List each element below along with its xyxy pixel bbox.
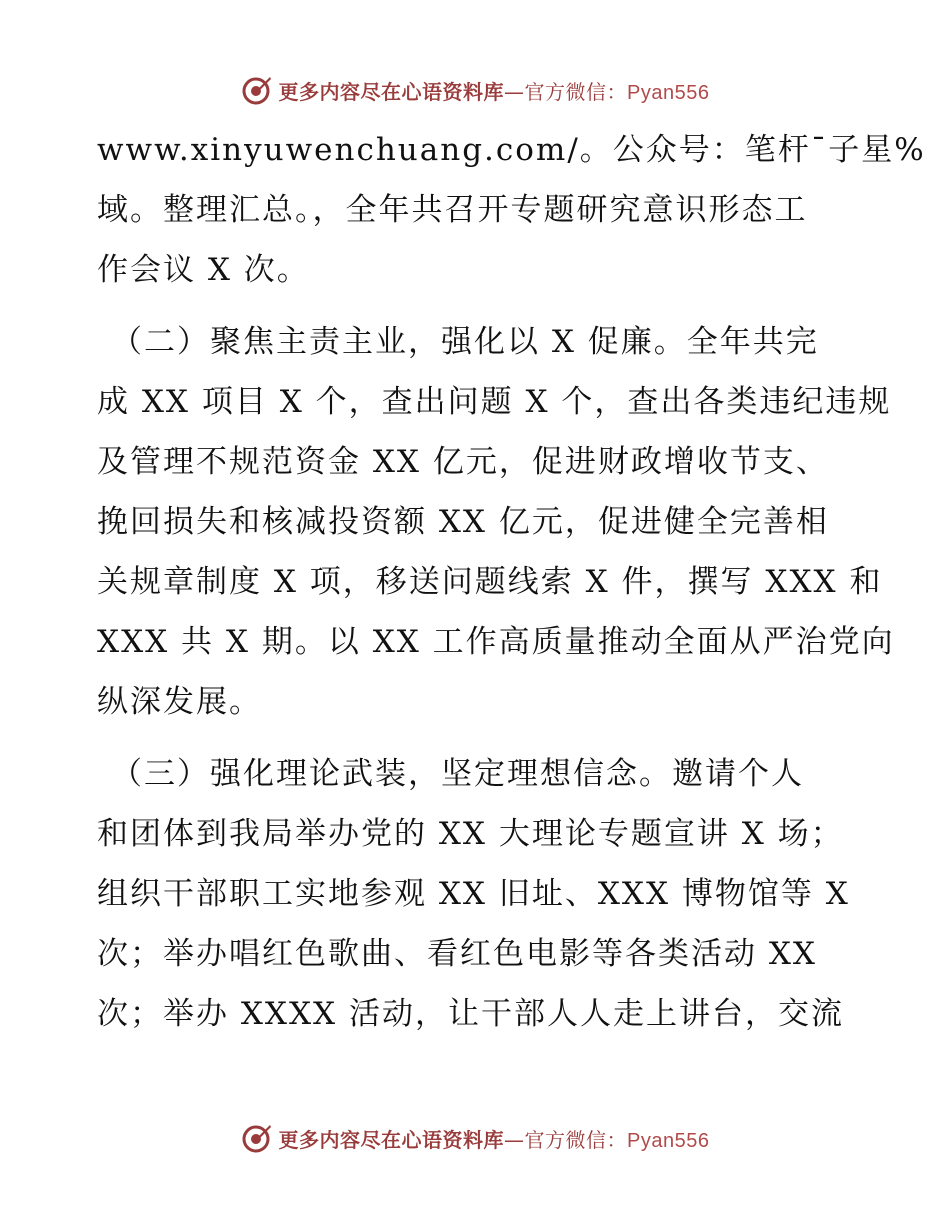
quill-logo-icon bbox=[241, 74, 273, 106]
header-text bbox=[279, 76, 710, 105]
paragraph-3 bbox=[97, 744, 867, 1044]
paragraph-line: 挽回损失和核减投资额 XX 亿元，促进健全完善相 bbox=[97, 504, 829, 540]
paragraph-line: 域。整理汇总。，全年共召开专题研究意识形态工 bbox=[97, 192, 808, 228]
paragraph-1 bbox=[97, 120, 926, 300]
footer-dash: — bbox=[504, 1127, 525, 1152]
paragraph-line: XXX 共 X 期。以 XX 工作高质量推动全面从严治党向 bbox=[97, 624, 895, 660]
footer-sub-text: 官方微信： bbox=[524, 1127, 628, 1152]
paragraph-line: 及管理不规范资金 XX 亿元，促进财政增收节支、 bbox=[97, 444, 829, 480]
paragraph-line: 成 XX 项目 X 个，查出问题 X 个，查出各类违纪违规 bbox=[97, 384, 892, 420]
header-sub-text: 官方微信： bbox=[524, 79, 628, 104]
paragraph-line: 纵深发展。 bbox=[97, 684, 262, 720]
paragraph-line: （三）强化理论武装，坚定理想信念。邀请个人 bbox=[111, 756, 804, 792]
paragraph-line: www.xinyuwenchuang.com/。公众号：笔杆¯子星% bbox=[97, 132, 926, 168]
header-banner bbox=[0, 70, 950, 110]
paragraph-line: 组织干部职工实地参观 XX 旧址、XXX 博物馆等 X bbox=[97, 876, 850, 912]
paragraph-line: 次；举办 XXXX 活动，让干部人人走上讲台，交流 bbox=[97, 996, 844, 1032]
paragraph-2 bbox=[97, 312, 895, 732]
paragraph-line: 作会议 X 次。 bbox=[97, 252, 310, 288]
footer-text bbox=[279, 1124, 710, 1153]
document-body bbox=[97, 120, 926, 1044]
paragraph-line: 和团体到我局举办党的 XX 大理论专题宣讲 X 场； bbox=[97, 816, 844, 852]
header-main-text: 更多内容尽在心语资料库 bbox=[278, 79, 505, 104]
paragraph-line: 次；举办唱红色歌曲、看红色电影等各类活动 XX bbox=[97, 936, 817, 972]
footer-banner bbox=[0, 1118, 950, 1158]
footer-main-text: 更多内容尽在心语资料库 bbox=[278, 1127, 505, 1152]
quill-logo-icon bbox=[241, 1122, 273, 1154]
paragraph-line: （二）聚焦主责主业，强化以 X 促廉。全年共完 bbox=[111, 324, 819, 360]
header-wechat-id: Pyan556 bbox=[627, 81, 710, 104]
paragraph-line: 关规章制度 X 项，移送问题线索 X 件，撰写 XXX 和 bbox=[97, 564, 883, 600]
footer-wechat-id: Pyan556 bbox=[627, 1129, 710, 1152]
header-dash: — bbox=[504, 79, 525, 104]
